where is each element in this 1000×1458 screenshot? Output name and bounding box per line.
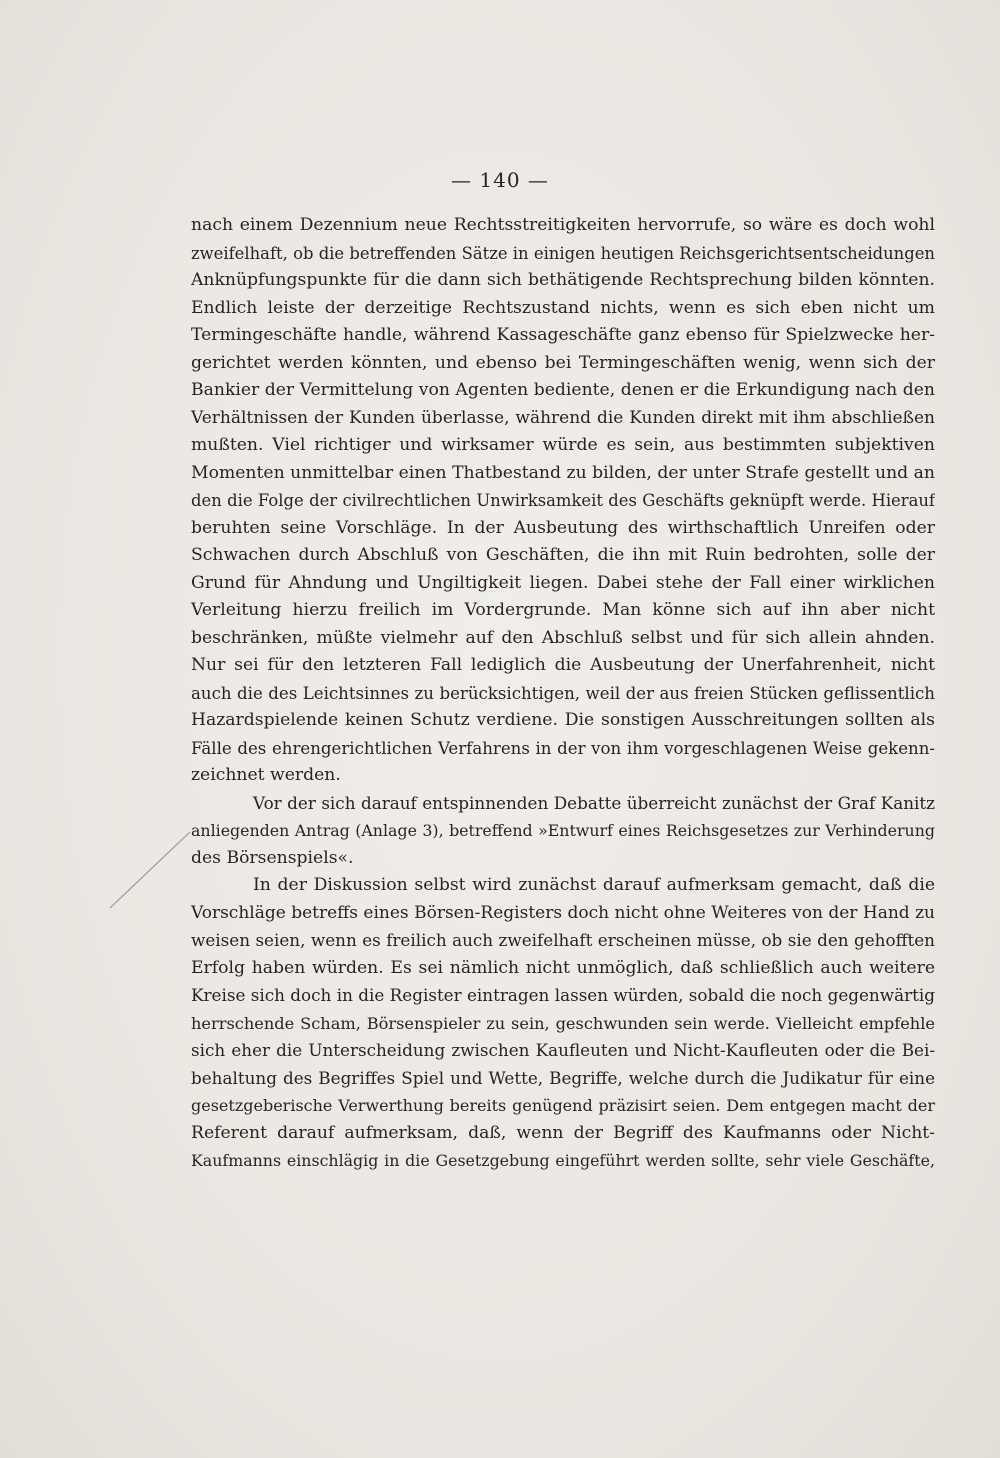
text-line: behaltung des Begriffes Spiel und Wette, Begriffe, welche durch die Judikatur für eine [191,1067,935,1088]
text-line: nach einem Dezennium neue Rechtsstreitigkeiten hervorrufe, so wäre es doch wohl [191,215,935,235]
text-line: anliegenden Antrag (Anlage 3), betreffend »Entwurf eines Reichsgesetzes zur Verhinderung [191,821,935,840]
text-line: Nur sei für den letzteren Fall lediglich die Ausbeutung der Unerfahrenheit, nicht [191,655,935,675]
text-line: Momenten unmittelbar einen Thatbestand zu bilden, der unter Strafe gestellt und an [191,462,935,483]
text-line: Schwachen durch Abschluß von Geschäften, die ihn mit Ruin bedrohten, solle der [191,545,935,565]
text-line: Termingeschäfte handle, während Kassageschäfte ganz ebenso für Spielzwecke her- [191,325,935,345]
text-line: Kreise sich doch in die Register eintragen lassen würden, sobald die noch gegenwärtig [191,985,935,1005]
text-line: herrschende Scham, Börsenspieler zu sein, geschwunden sein werde. Vielleicht empfehle [191,1013,935,1033]
paragraph-start-line: In der Diskussion selbst wird zunächst darauf aufmerksam gemacht, daß die [253,875,935,895]
text-line: gerichtet werden könnten, und ebenso bei Termingeschäften wenig, wenn sich der [191,352,935,373]
text-line: zweifelhaft, ob die betreffenden Sätze in einigen heutigen Reichsgerichtsentscheidungen [191,243,935,263]
text-line: Anknüpfungspunkte für die dann sich bethätigende Rechtsprechung bilden könnten. [191,270,935,290]
text-line: beschränken, müßte vielmehr auf den Abschluß selbst und für sich allein ahnden. [191,627,935,648]
text-line: weisen seien, wenn es freilich auch zweifelhaft erscheinen müsse, ob sie den gehofften [191,930,935,950]
paragraph-start-line: Vor der sich darauf entspinnenden Debatte überreicht zunächst der Graf Kanitz [253,792,935,813]
text-line: Verleitung hierzu freilich im Vordergrunde. Man könne sich auf ihn aber nicht [191,600,935,620]
text-line: Grund für Ahndung und Ungiltigkeit liegen. Dabei stehe der Fall einer wirklichen [191,572,935,593]
text-line: Endlich leiste der derzeitige Rechtszustand nichts, wenn es sich eben nicht um [191,297,935,318]
text-line: mußten. Viel richtiger und wirksamer würde es sein, aus bestimmten subjektiven [191,435,935,455]
body-text [191,212,935,1175]
text-line: auch die des Leichtsinnes zu berücksichtigen, weil der aus freien Stücken geflissentlich [191,683,935,703]
text-line: zeichnet werden. [191,765,341,785]
text-line: Bankier der Vermittelung von Agenten bediente, denen er die Erkundigung nach den [191,380,935,400]
text-line: den die Folge der civilrechtlichen Unwirksamkeit des Geschäfts geknüpft werde. Hierauf [191,491,935,510]
text-line: sich eher die Unterscheidung zwischen Kaufleuten und Nicht-Kaufleuten oder die Bei- [191,1040,935,1060]
text-line: gesetzgeberische Verwerthung bereits genügend präzisirt seien. Dem entgegen macht der [191,1096,935,1115]
text-line: des Börsenspiels«. [191,847,354,868]
text-line: Verhältnissen der Kunden überlasse, während die Kunden direkt mit ihm abschließen [191,407,935,428]
text-line: Fälle des ehrengerichtlichen Verfahrens in der von ihm vorgeschlagenen Weise gekenn- [191,738,935,758]
text-line: Erfolg haben würden. Es sei nämlich nicht unmöglich, daß schließlich auch weitere [191,957,935,978]
text-line: Vorschläge betreffs eines Börsen-Registers doch nicht ohne Weiteres von der Hand zu [191,902,935,923]
text-line: Hazardspielende keinen Schutz verdiene. Die sonstigen Ausschreitungen sollten als [191,710,935,730]
page-number: — 140 — [451,168,549,192]
text-line: Kaufmanns einschlägig in die Gesetzgebung eingeführt werden sollte, sehr viele Geschäfte, [191,1151,935,1170]
text-line: Referent darauf aufmerksam, daß, wenn der Begriff des Kaufmanns oder Nicht- [191,1122,935,1143]
text-line: beruhten seine Vorschläge. In der Ausbeutung des wirthschaftlich Unreifen oder [191,517,935,538]
